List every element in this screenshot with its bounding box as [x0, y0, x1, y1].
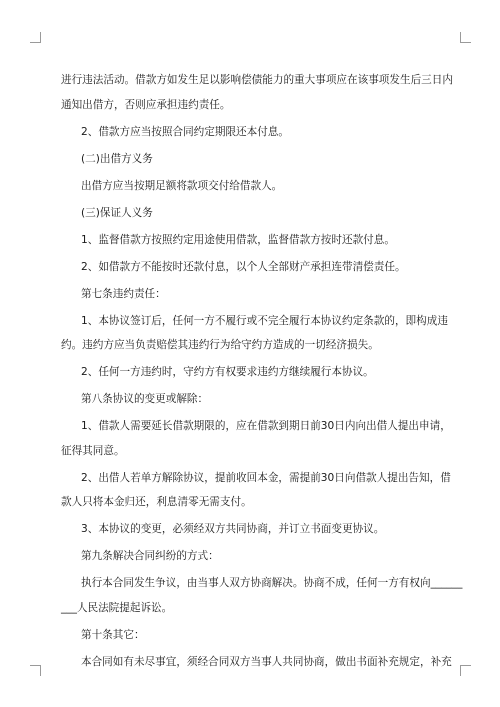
text-line: (三)保证人义务 — [81, 206, 153, 219]
text-line: ___人民法院提起诉讼。 — [61, 601, 173, 614]
text-line: 1、借款人需要延长借款期限的，应在借款到期日前30日内向出借人提出申请， — [81, 420, 451, 432]
crop-mark-bottom-left — [30, 665, 41, 676]
text-line: 本合同如有未尽事宜，须经合同双方当事人共同协商，做出书面补充规定，补充 — [81, 655, 452, 668]
text-line: 2、借款方应当按照合同约定期限还本付息。 — [81, 125, 290, 138]
text-line: 1、监督借款方按照约定用途使用借款，监督借款方按时还款付息。 — [81, 233, 395, 246]
crop-mark-top-right — [460, 32, 471, 43]
text-line: 款人只将本金归还，利息清零无需支付。 — [61, 496, 252, 508]
text-line: 1、本协议签订后，任何一方不履行或不完全履行本协议约定条款的，即构成违 — [81, 314, 448, 327]
text-line: 第八条协议的变更或解除： — [81, 393, 209, 405]
text-line: 2、出借人若单方解除协议，提前收回本金，需提前30日向借款人提出告知，借 — [81, 471, 451, 484]
text-line: 执行本合同发生争议，由当事人双方协商解决。协商不成，任何一方有权向______ — [81, 577, 463, 589]
text-line: 第九条解决合同纠纷的方式： — [81, 550, 219, 562]
text-line: 进行违法活动。借款方如发生足以影响偿债能力的重大事项应在该事项发生后三日内 — [61, 74, 453, 86]
document-body — [61, 68, 463, 674]
text-line: 第七条违约责任： — [81, 287, 166, 300]
text-line: 第十条其它： — [81, 628, 145, 641]
text-line: 2、如借款方不能按时还款付息，以个人全部财产承担连带清偿责任。 — [81, 260, 406, 273]
text-line: (二)出借方义务 — [81, 152, 153, 165]
crop-mark-top-left — [30, 32, 41, 43]
text-line: 约。违约方应当负责赔偿其违约行为给守约方造成的一切经济损失。 — [61, 339, 379, 351]
text-line: 通知出借方，否则应承担违约责任。 — [61, 98, 231, 111]
text-line: 征得其同意。 — [61, 444, 125, 457]
text-line: 3、本协议的变更，必须经双方共同协商，并订立书面变更协议。 — [81, 523, 385, 535]
text-line: 2、任何一方违约时，守约方有权要求违约方继续履行本协议。 — [81, 366, 374, 378]
text-line: 出借方应当按期足额将款项交付给借款人。 — [81, 179, 283, 192]
crop-mark-bottom-right — [460, 665, 471, 676]
